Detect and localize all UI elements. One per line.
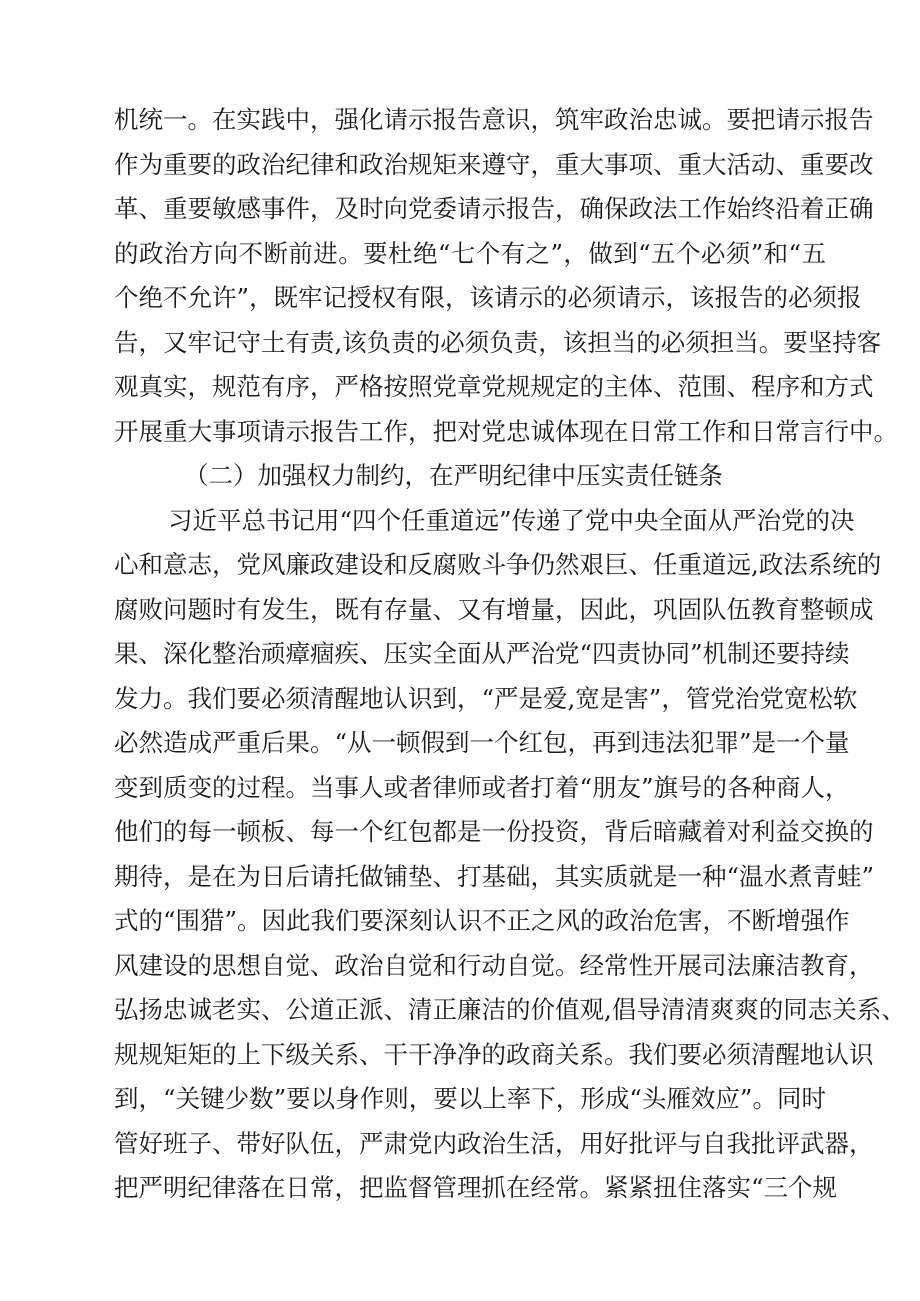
text-line: 发力。我们要必须清醒地认识到，“严是爱,宽是害”，管党治党宽松软: [114, 683, 858, 713]
text-line: 到，“关键少数”要以身作则，要以上率下，形成“头雁效应”。同时: [114, 1084, 826, 1113]
text-line: 作为重要的政治纪律和政治规矩来遵守，重大事项、重大活动、重要改: [114, 149, 874, 179]
text-line: 把严明纪律落在日常，把监督管理抓在经常。紧紧扭住落实“三个规: [114, 1173, 838, 1202]
section-heading: （二）加强权力制约，在严明纪律中压实责任链条: [184, 461, 723, 490]
text-line: 革、重要敏感事件，及时向党委请示报告，确保政法工作始终沿着正确: [114, 194, 874, 223]
text-line: 告，又牢记守土有责,该负责的必须负责，该担当的必须担当。要坚持客: [114, 327, 882, 357]
text-line: 机统一。在实践中，强化请示报告意识，筑牢政治忠诚。要把请示报告: [114, 105, 874, 134]
text-line: 果、深化整治顽瘴痼疾、压实全面从严治党“四责协同”机制还要持续: [114, 639, 850, 668]
text-line: 变到质变的过程。当事人或者律师或者打着“朋友”旗号的各种商人，: [114, 772, 850, 802]
text-line: 开展重大事项请示报告工作，把对党忠诚体现在日常工作和日常言行中。: [114, 416, 898, 446]
text-line: 他们的每一顿板、每一个红包都是一份投资，背后暗藏着对利益交换的: [114, 817, 874, 846]
text-line: 风建设的思想自觉、政治自觉和行动自觉。经常性开展司法廉洁教育，: [114, 950, 874, 980]
body-text: [114, 98, 906, 1211]
text-line: 的政治方向不断前进。要杜绝“七个有之”，做到“五个必须”和“五: [114, 238, 826, 268]
text-line: 腐败问题时有发生，既有存量、又有增量，因此，巩固队伍教育整顿成: [114, 594, 874, 624]
text-line: 弘扬忠诚老实、公道正派、清正廉洁的价值观,倡导清清爽爽的同志关系、: [114, 995, 906, 1024]
text-line: 期待，是在为日后请托做铺垫、打基础，其实质就是一种“温水煮青蛙”: [114, 861, 875, 891]
text-line: 规规矩矩的上下级关系、干干净净的政商关系。我们要必须清醒地认识: [114, 1039, 874, 1069]
text-line: 心和意志，党风廉政建设和反腐败斗争仍然艰巨、任重道远,政法系统的: [114, 550, 882, 579]
text-line: 式的“围猎”。因此我们要深刻认识不正之风的政治危害，不断增强作: [114, 906, 850, 935]
text-line: 管好班子、带好队伍，严肃党内政治生活，用好批评与自我批评武器，: [114, 1128, 874, 1158]
text-line: 必然造成严重后果。“从一顿假到一个红包，再到违法犯罪”是一个量: [114, 728, 850, 757]
text-line: 观真实，规范有序，严格按照党章党规规定的主体、范围、程序和方式: [114, 372, 874, 401]
text-line: 习近平总书记用“四个任重道远”传递了党中央全面从严治党的决: [168, 505, 855, 535]
text-line: 个绝不允许”，既牢记授权有限，该请示的必须请示，该报告的必须报: [114, 283, 862, 312]
